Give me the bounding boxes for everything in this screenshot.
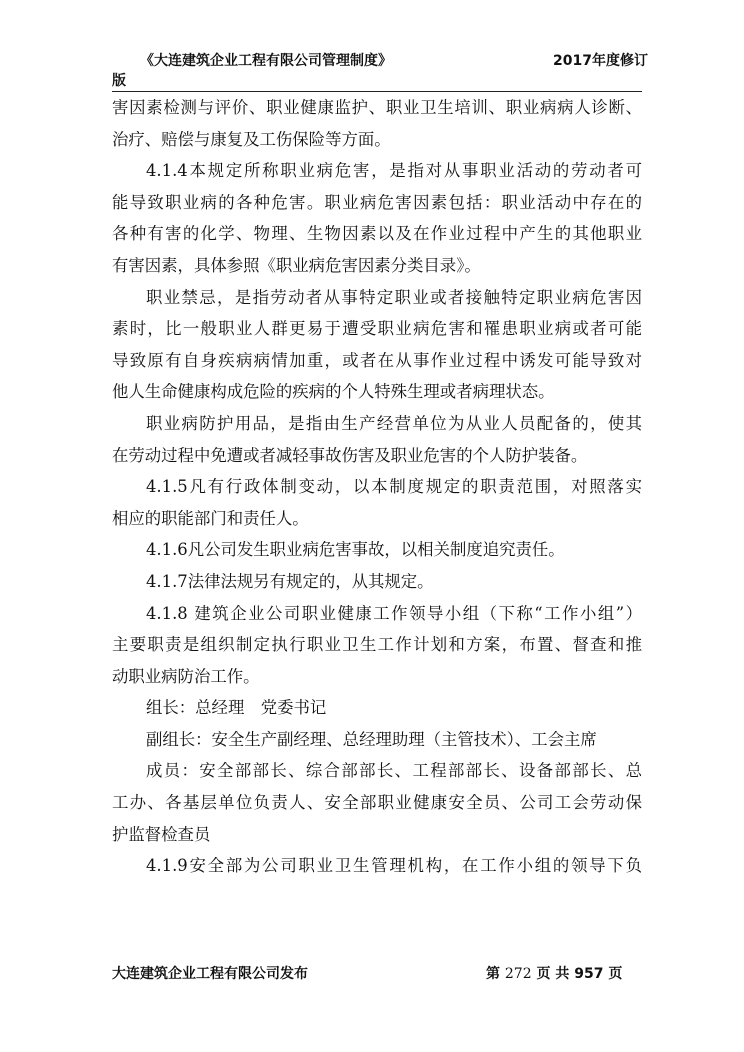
header-title: 《大连建筑企业工程有限公司管理制度》: [140, 53, 392, 69]
body-line: 副组长：安全生产副经理、总经理助理（主管技术）、工会主席: [146, 729, 597, 749]
footer-publisher: 大连建筑企业工程有限公司发布: [112, 966, 308, 982]
body-line: 治疗、赔偿与康复及工伤保险等方面。: [112, 129, 391, 149]
body-line: 能导致职业病的各种危害。职业病危害因素包括：职业活动中存在的: [112, 192, 642, 212]
body-line: 职业禁忌，是指劳动者从事特定职业或者接触特定职业病危害因: [146, 287, 642, 307]
body-line: 4.1.7法律法规另有规定的，从其规定。: [146, 571, 434, 591]
body-line: 成员：安全部部长、综合部部长、工程部部长、设备部部长、总: [146, 761, 642, 781]
body-line: 主要职责是组织制定执行职业卫生工作计划和方案，布置、督查和推: [112, 635, 642, 655]
body-line: 4.1.8 建筑企业公司职业健康工作领导小组（下称“工作小组”）: [146, 603, 642, 623]
body-line: 工办、各基层单位负责人、安全部职业健康安全员、公司工会劳动保: [112, 793, 642, 813]
body-line: 导致原有自身疾病病情加重，或者在从事作业过程中诱发可能导致对: [112, 350, 642, 370]
body-line: 有害因素，具体参照《职业病危害因素分类目录》。: [112, 255, 481, 275]
document-body: [112, 92, 642, 882]
body-line: 在劳动过程中免遭或者减轻事故伤害及职业危害的个人防护装备。: [112, 445, 588, 465]
page-mid: 页 共: [536, 966, 570, 982]
body-line: 害因素检测与评价、职业健康监护、职业卫生培训、职业病病人诊断、: [112, 98, 642, 117]
body-line: 素时，比一般职业人群更易于遭受职业病危害和罹患职业病或者可能: [112, 319, 642, 339]
page-current: 272: [504, 966, 532, 982]
body-line: 4.1.6凡公司发生职业病危害事故，以相关制度追究责任。: [146, 540, 565, 560]
header-edition: 2017年度修订: [553, 53, 648, 69]
body-line: 各种有害的化学、物理、生物因素以及在作业过程中产生的其他职业: [112, 224, 642, 244]
body-line: 4.1.4本规定所称职业病危害，是指对从事职业活动的劳动者可: [146, 161, 642, 181]
body-line: 4.1.9安全部为公司职业卫生管理机构，在工作小组的领导下负: [146, 856, 642, 876]
page-prefix: 第: [486, 966, 500, 982]
header-edition-wrap: 版: [112, 73, 126, 89]
page-suffix: 页: [608, 966, 623, 982]
body-line: 护监督检查员: [112, 824, 211, 844]
page-total: 957: [574, 966, 604, 982]
body-line: 相应的职能部门和责任人。: [112, 508, 309, 528]
body-line: 4.1.5凡有行政体制变动，以本制度规定的职责范围，对照落实: [146, 477, 642, 497]
body-line: 动职业病防治工作。: [112, 666, 260, 686]
footer-page-number: [486, 963, 622, 983]
body-line: 他人生命健康构成危险的疾病的个人特殊生理或者病理状态。: [112, 382, 555, 402]
body-line: 职业病防护用品，是指由生产经营单位为从业人员配备的，使其: [146, 413, 642, 433]
body-line: 组长：总经理 党委书记: [146, 698, 327, 718]
